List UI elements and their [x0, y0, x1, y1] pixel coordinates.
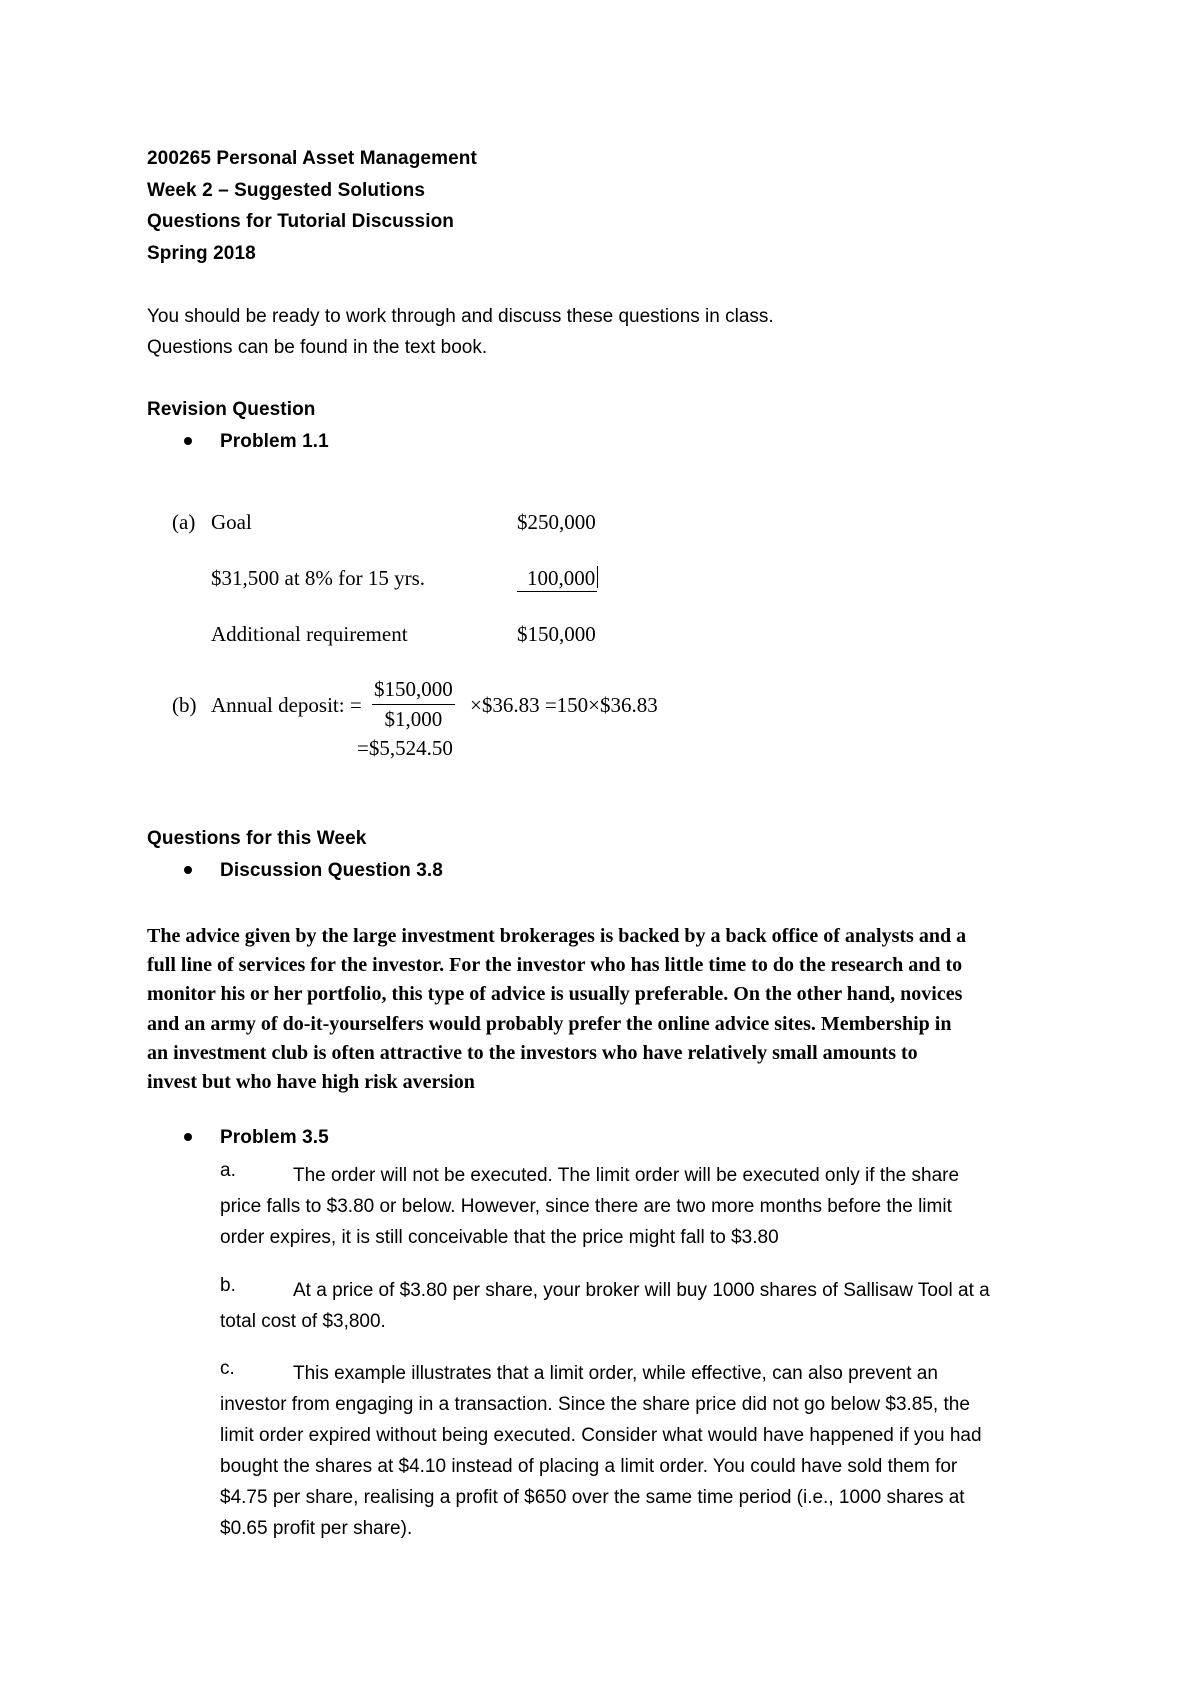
row-additional-value: $150,000 [517, 622, 596, 646]
answer-a-label: a. [220, 1160, 236, 1181]
tutorial-title: Questions for Tutorial Discussion [147, 211, 454, 232]
problem-3-5-label: Problem 3.5 [220, 1127, 329, 1148]
answer-line: price falls to $3.80 or below. However, since there are two more months before the limit [220, 1196, 952, 1217]
discussion-answer-paragraph [147, 922, 966, 1097]
paragraph-line: invest but who have high risk aversion [147, 1071, 475, 1094]
semester-title: Spring 2018 [147, 243, 256, 264]
revision-heading: Revision Question [147, 399, 316, 420]
answer-line: investor from engaging in a transaction. Since the share price did not go below $3.85, the [220, 1394, 970, 1415]
intro-line-1: You should be ready to work through and discuss these questions in class. [147, 306, 774, 327]
row-deposit-value-wrap [517, 566, 598, 591]
answer-line: limit order expired without being executed. Consider what would have happened if you had [220, 1425, 982, 1446]
answer-line: total cost of $3,800. [220, 1311, 386, 1332]
row-additional-label: Additional requirement [211, 622, 408, 646]
fraction-numerator: $150,000 [372, 677, 455, 705]
fraction [372, 677, 455, 732]
discussion-question-label: Discussion Question 3.8 [220, 860, 443, 881]
answer-line: At a price of $3.80 per share, your broker will buy 1000 shares of Sallisaw Tool at a [293, 1280, 990, 1301]
week-title: Week 2 – Suggested Solutions [147, 180, 426, 201]
bullet-icon [184, 437, 192, 445]
paragraph-line: and an army of do-it-yourselfers would probably prefer the online advice sites. Membership in [147, 1012, 952, 1035]
answer-c-label: c. [220, 1358, 235, 1379]
week-questions-heading: Questions for this Week [147, 828, 367, 849]
answer-line: This example illustrates that a limit order, while effective, can also prevent an [293, 1363, 938, 1384]
annual-deposit-label: Annual deposit: = [211, 693, 362, 717]
formula-result: =$5,524.50 [357, 736, 453, 760]
answer-line: $4.75 per share, realising a profit of $650 over the same time period (i.e., 1000 shares at [220, 1487, 965, 1508]
row-goal-value: $250,000 [517, 510, 596, 534]
row-deposit-label: $31,500 at 8% for 15 yrs. [211, 566, 426, 590]
answer-line: $0.65 profit per share). [220, 1518, 413, 1539]
course-title: 200265 Personal Asset Management [147, 148, 477, 169]
problem-1-1-label: Problem 1.1 [220, 431, 329, 452]
answer-line: The order will not be executed. The limit order will be executed only if the share [293, 1165, 960, 1186]
formula-continuation: ×$36.83 =150×$36.83 [470, 693, 658, 717]
answer-c-text [220, 1358, 982, 1544]
bullet-icon [184, 1133, 192, 1141]
answer-line: order expires, it is still conceivable that the price might fall to $3.80 [220, 1227, 779, 1248]
answer-line: bought the shares at $4.10 instead of placing a limit order. You could have sold them for [220, 1456, 958, 1477]
bullet-icon [184, 866, 192, 874]
row-deposit-value: 100,000 [517, 566, 597, 592]
paragraph-line: monitor his or her portfolio, this type of advice is usually preferable. On the other hand, novices [147, 983, 963, 1006]
answer-b-text [220, 1275, 990, 1337]
answer-b-label: b. [220, 1275, 236, 1296]
row-goal-label: Goal [211, 510, 252, 534]
fraction-denominator: $1,000 [384, 707, 443, 731]
paragraph-line: The advice given by the large investment brokerages is backed by a back office of analysts and a [147, 925, 967, 947]
answer-a-text [220, 1160, 959, 1253]
paragraph-line: full line of services for the investor. For the investor who has little time to do the research and to [147, 954, 963, 977]
intro-line-2: Questions can be found in the text book. [147, 337, 488, 358]
part-b-label: (b) [172, 693, 197, 717]
text-cursor [597, 566, 598, 588]
part-a-label: (a) [172, 510, 196, 534]
paragraph-line: an investment club is often attractive to the investors who have relatively small amounts to [147, 1041, 918, 1064]
